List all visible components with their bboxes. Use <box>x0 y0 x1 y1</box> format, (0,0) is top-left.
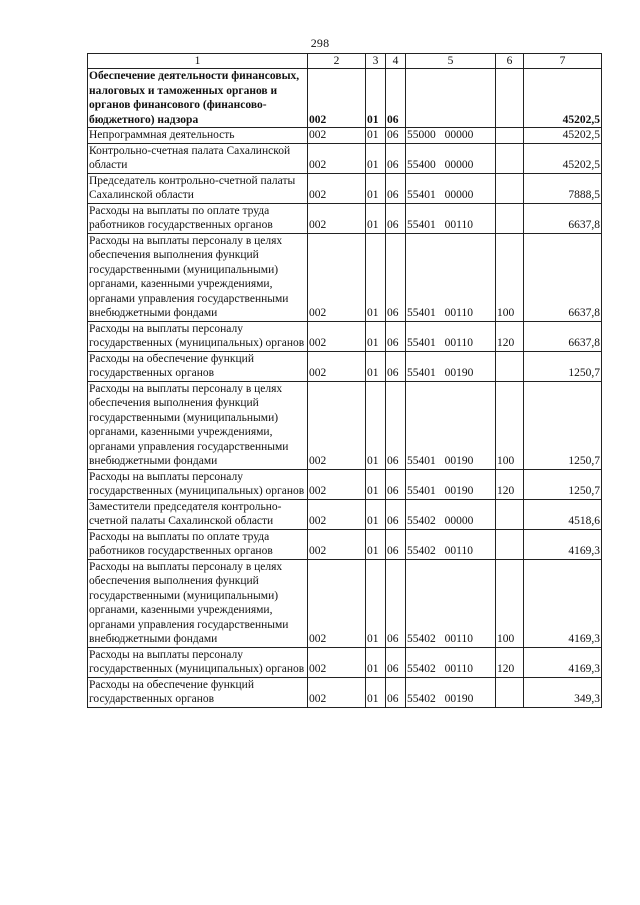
table-row <box>88 233 602 321</box>
cell-section: 01 <box>366 381 386 469</box>
cell-amount: 45202,5 <box>524 128 602 144</box>
column-header-6: 6 <box>496 54 524 69</box>
cell-subsection: 06 <box>386 128 406 144</box>
cell-description: Обеспечение деятельности финансовых, налоговых и таможенных органов и органов финансового (финансово-бюджетного) надзора <box>88 69 308 128</box>
table-body <box>88 69 602 708</box>
cell-target-article: 55401 00000 <box>406 173 496 203</box>
cell-subsection: 06 <box>386 69 406 128</box>
cell-expense-type: 100 <box>496 559 524 647</box>
column-header-2: 2 <box>308 54 366 69</box>
cell-amount: 45202,5 <box>524 69 602 128</box>
cell-section: 01 <box>366 69 386 128</box>
column-header-3: 3 <box>366 54 386 69</box>
cell-section: 01 <box>366 321 386 351</box>
cell-amount: 1250,7 <box>524 469 602 499</box>
cell-target-article <box>406 69 496 128</box>
table-row <box>88 173 602 203</box>
table-row <box>88 647 602 677</box>
budget-table <box>87 53 602 708</box>
cell-section: 01 <box>366 173 386 203</box>
cell-target-article: 55402 00110 <box>406 647 496 677</box>
cell-subsection: 06 <box>386 381 406 469</box>
cell-expense-type <box>496 499 524 529</box>
cell-expense-type <box>496 173 524 203</box>
cell-amount: 7888,5 <box>524 173 602 203</box>
column-header-1: 1 <box>88 54 308 69</box>
table-row <box>88 499 602 529</box>
cell-target-article: 55401 00110 <box>406 203 496 233</box>
cell-expense-type: 120 <box>496 469 524 499</box>
cell-description: Расходы на выплаты персоналу государственных (муниципальных) органов <box>88 647 308 677</box>
cell-section: 01 <box>366 469 386 499</box>
cell-subsection: 06 <box>386 647 406 677</box>
cell-description: Расходы на выплаты персоналу в целях обеспечения выполнения функций государственными (муниципальными) органами, казенными учреждениями, органами управления государственными внебюджетными фондами <box>88 381 308 469</box>
table-row <box>88 128 602 144</box>
table-row <box>88 351 602 381</box>
cell-section: 01 <box>366 351 386 381</box>
cell-ministry-code: 002 <box>308 499 366 529</box>
cell-section: 01 <box>366 233 386 321</box>
cell-amount: 1250,7 <box>524 351 602 381</box>
cell-target-article: 55401 00110 <box>406 233 496 321</box>
column-header-7: 7 <box>524 54 602 69</box>
page-number: 298 <box>310 36 330 50</box>
cell-description: Контрольно-счетная палата Сахалинской области <box>88 143 308 173</box>
cell-amount: 4169,3 <box>524 559 602 647</box>
cell-expense-type: 120 <box>496 647 524 677</box>
table-row <box>88 143 602 173</box>
cell-ministry-code: 002 <box>308 677 366 707</box>
cell-ministry-code: 002 <box>308 469 366 499</box>
cell-subsection: 06 <box>386 529 406 559</box>
column-header-5: 5 <box>406 54 496 69</box>
cell-subsection: 06 <box>386 559 406 647</box>
cell-expense-type <box>496 203 524 233</box>
table-row <box>88 677 602 707</box>
cell-ministry-code: 002 <box>308 128 366 144</box>
cell-description: Расходы на выплаты по оплате труда работников государственных органов <box>88 203 308 233</box>
cell-subsection: 06 <box>386 321 406 351</box>
table-row <box>88 69 602 128</box>
cell-target-article: 55401 00190 <box>406 351 496 381</box>
cell-target-article: 55402 00000 <box>406 499 496 529</box>
cell-target-article: 55402 00110 <box>406 529 496 559</box>
cell-section: 01 <box>366 499 386 529</box>
cell-section: 01 <box>366 529 386 559</box>
cell-expense-type <box>496 529 524 559</box>
cell-description: Расходы на выплаты персоналу в целях обеспечения выполнения функций государственными (муниципальными) органами, казенными учреждениями, органами управления государственными внебюджетными фондами <box>88 233 308 321</box>
cell-description: Расходы на обеспечение функций государственных органов <box>88 677 308 707</box>
cell-subsection: 06 <box>386 499 406 529</box>
cell-description: Расходы на выплаты персоналу в целях обеспечения выполнения функций государственными (муниципальными) органами, казенными учреждениями, органами управления государственными внебюджетными фондами <box>88 559 308 647</box>
cell-description: Председатель контрольно-счетной палаты Сахалинской области <box>88 173 308 203</box>
cell-description: Непрограммная деятельность <box>88 128 308 144</box>
cell-ministry-code: 002 <box>308 647 366 677</box>
cell-ministry-code: 002 <box>308 233 366 321</box>
cell-subsection: 06 <box>386 143 406 173</box>
table-row <box>88 529 602 559</box>
cell-target-article: 55401 00110 <box>406 321 496 351</box>
table-row <box>88 321 602 351</box>
cell-section: 01 <box>366 677 386 707</box>
cell-target-article: 55400 00000 <box>406 143 496 173</box>
cell-ministry-code: 002 <box>308 173 366 203</box>
column-header-4: 4 <box>386 54 406 69</box>
table-header-row <box>88 54 602 69</box>
cell-amount: 4169,3 <box>524 529 602 559</box>
cell-description: Расходы на выплаты персоналу государственных (муниципальных) органов <box>88 469 308 499</box>
cell-amount: 4169,3 <box>524 647 602 677</box>
cell-description: Заместители председателя контрольно-счетной палаты Сахалинской области <box>88 499 308 529</box>
cell-ministry-code: 002 <box>308 321 366 351</box>
cell-ministry-code: 002 <box>308 69 366 128</box>
cell-target-article: 55401 00190 <box>406 381 496 469</box>
table-row <box>88 559 602 647</box>
cell-amount: 6637,8 <box>524 233 602 321</box>
cell-expense-type: 100 <box>496 381 524 469</box>
cell-expense-type: 100 <box>496 233 524 321</box>
cell-subsection: 06 <box>386 173 406 203</box>
cell-subsection: 06 <box>386 469 406 499</box>
cell-amount: 6637,8 <box>524 321 602 351</box>
cell-section: 01 <box>366 647 386 677</box>
cell-subsection: 06 <box>386 351 406 381</box>
cell-ministry-code: 002 <box>308 381 366 469</box>
cell-section: 01 <box>366 203 386 233</box>
cell-section: 01 <box>366 143 386 173</box>
cell-description: Расходы на выплаты персоналу государственных (муниципальных) органов <box>88 321 308 351</box>
cell-ministry-code: 002 <box>308 203 366 233</box>
cell-subsection: 06 <box>386 677 406 707</box>
cell-amount: 349,3 <box>524 677 602 707</box>
cell-expense-type <box>496 351 524 381</box>
cell-amount: 1250,7 <box>524 381 602 469</box>
cell-expense-type: 120 <box>496 321 524 351</box>
cell-target-article: 55000 00000 <box>406 128 496 144</box>
cell-expense-type <box>496 128 524 144</box>
cell-expense-type <box>496 143 524 173</box>
cell-ministry-code: 002 <box>308 529 366 559</box>
table-row <box>88 203 602 233</box>
table-row <box>88 381 602 469</box>
cell-ministry-code: 002 <box>308 351 366 381</box>
cell-section: 01 <box>366 128 386 144</box>
cell-amount: 6637,8 <box>524 203 602 233</box>
cell-description: Расходы на выплаты по оплате труда работников государственных органов <box>88 529 308 559</box>
cell-target-article: 55402 00110 <box>406 559 496 647</box>
cell-ministry-code: 002 <box>308 143 366 173</box>
cell-amount: 4518,6 <box>524 499 602 529</box>
cell-expense-type <box>496 69 524 128</box>
cell-target-article: 55402 00190 <box>406 677 496 707</box>
cell-subsection: 06 <box>386 233 406 321</box>
cell-ministry-code: 002 <box>308 559 366 647</box>
cell-subsection: 06 <box>386 203 406 233</box>
cell-target-article: 55401 00190 <box>406 469 496 499</box>
cell-description: Расходы на обеспечение функций государственных органов <box>88 351 308 381</box>
cell-amount: 45202,5 <box>524 143 602 173</box>
cell-section: 01 <box>366 559 386 647</box>
table-row <box>88 469 602 499</box>
cell-expense-type <box>496 677 524 707</box>
